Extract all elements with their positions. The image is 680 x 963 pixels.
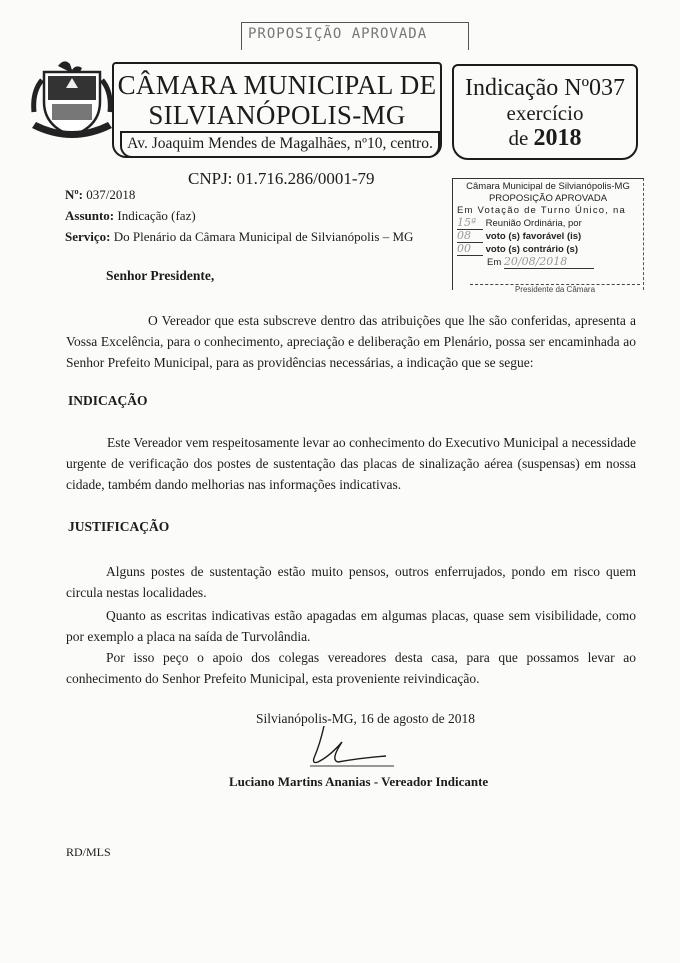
- justificacao-heading: JUSTIFICAÇÃO: [68, 519, 170, 534]
- justificacao-paragraph-3: Por isso peço o apoio dos colegas vereadores desta casa, para que possamos levar ao conhecimento do Senhor Prefeito Municipal, esta proveniente reivindicação.: [66, 650, 636, 686]
- approval-status: PROPOSIÇÃO APROVADA: [488, 193, 608, 204]
- assunto-label: Assunto:: [65, 208, 115, 223]
- exercicio-year: [454, 125, 636, 151]
- approval-votes-for-line: [457, 230, 639, 243]
- servico-label: Serviço:: [65, 229, 111, 244]
- votes-for: 08: [457, 230, 483, 243]
- coat-of-arms-icon: [30, 52, 114, 144]
- cnpj: CNPJ: 01.716.286/0001-79: [188, 169, 375, 188]
- approval-session-line: [457, 217, 639, 230]
- approval-session-label: Reunião Ordinária, por: [485, 218, 582, 229]
- numero-label: Nº:: [65, 187, 84, 202]
- approval-signature-label: Presidente da Câmara: [470, 284, 640, 294]
- intro-paragraph: O Vereador que esta subscreve dentro das atribuições que lhe são conferidas, apresenta a Vossa Excelência, para o conhecimento, apreciação e deliberação em Plenário, possa ser encaminhada ao Senhor Prefeito Municipal, para as providências necessárias, a indicação que se segue:: [66, 313, 636, 370]
- indicacao-number: Indicação Nº037: [464, 75, 626, 101]
- chamber-name-line2: SILVIANÓPOLIS-MG: [148, 100, 406, 130]
- approval-stamp: [452, 178, 644, 290]
- handwritten-signature-icon: [290, 722, 400, 774]
- place-and-date: Silvianópolis-MG, 16 de agosto de 2018: [256, 711, 475, 726]
- approval-date-line: [457, 256, 639, 269]
- votes-against: 00: [457, 243, 483, 256]
- chamber-header-box: [112, 62, 442, 158]
- votes-for-label: voto (s) favorável (is): [485, 231, 582, 242]
- approved-stamp-top: PROPOSIÇÃO APROVADA: [241, 22, 469, 50]
- indicacao-number-box: [452, 64, 638, 160]
- indicacao-heading: INDICAÇÃO: [68, 393, 148, 408]
- de-label: de: [508, 126, 529, 150]
- approval-em-label: Em: [487, 257, 502, 268]
- chamber-address: Av. Joaquim Mendes de Magalhães, nº10, centro.: [120, 131, 440, 158]
- approval-session: 15ª: [457, 217, 483, 230]
- salutation: Senhor Presidente,: [106, 268, 215, 283]
- typist-initials: RD/MLS: [66, 845, 111, 859]
- assunto-line: [65, 208, 196, 224]
- chamber-name-line1: CÂMARA MUNICIPAL DE: [117, 70, 437, 100]
- year-value: 2018: [533, 125, 582, 151]
- indicacao-paragraph: Este Vereador vem respeitosamente levar ao conhecimento do Executivo Municipal a necessidade urgente de verificação dos postes de sustentação das placas de sinalização aérea (suspensas) em nossa cidade, também dando melhorias nas informações indicativas.: [66, 435, 636, 492]
- signer-name: Luciano Martins Ananias - Vereador Indicante: [229, 774, 489, 789]
- justificacao-paragraph-1: Alguns postes de sustentação estão muito pensos, outros enferrujados, pondo em risco quem circula nestas localidades.: [66, 564, 636, 600]
- approval-date: 20/08/2018: [504, 256, 594, 269]
- justificacao-paragraph-2: Quanto as escritas indicativas estão apagadas em algumas placas, quase sem visibilidade, como por exemplo a placa na saída de Turvolândia.: [66, 608, 636, 644]
- numero-line: [65, 187, 135, 203]
- approval-vote-type: Em Votação de Turno Único, na: [457, 205, 626, 216]
- servico-line: [65, 229, 413, 245]
- numero-value: 037/2018: [86, 187, 136, 202]
- assunto-value: Indicação (faz): [117, 208, 196, 223]
- votes-against-label: voto (s) contrário (s): [485, 244, 579, 255]
- exercicio-label: exercício: [506, 101, 584, 125]
- approval-chamber: Câmara Municipal de Silvianópolis-MG: [466, 181, 630, 192]
- servico-value: Do Plenário da Câmara Municipal de Silvianópolis – MG: [113, 229, 414, 244]
